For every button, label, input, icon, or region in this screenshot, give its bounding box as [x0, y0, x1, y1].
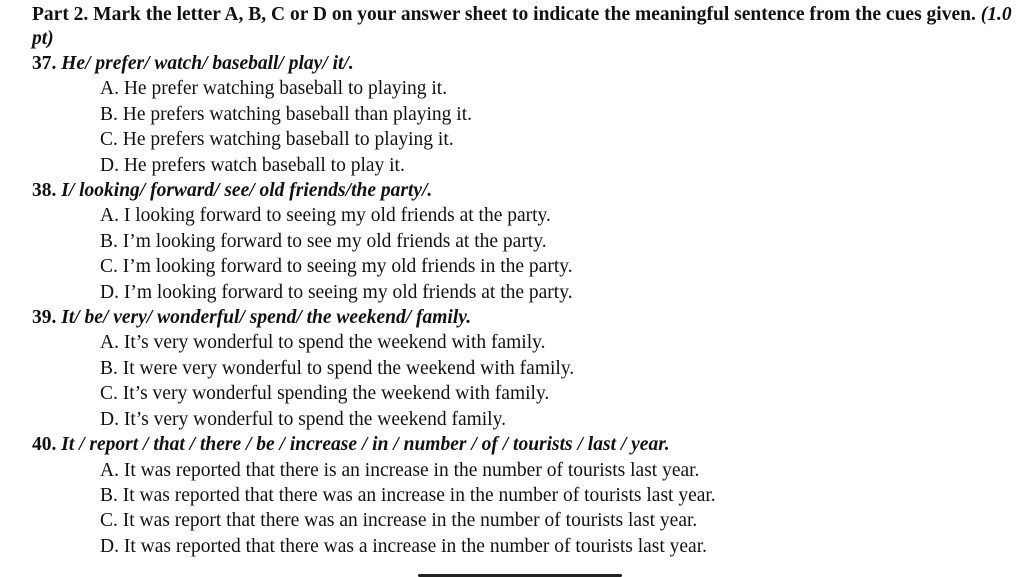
- worksheet-page: [32, 3, 1017, 559]
- option-b: B. It was reported that there was an increase in the number of tourists last year.: [100, 484, 716, 506]
- option-a: A. It was reported that there is an increase in the number of tourists last year.: [100, 459, 700, 481]
- question-39: [32, 305, 1017, 432]
- option-d: D. He prefers watch baseball to play it.: [100, 154, 405, 176]
- option-b: B. He prefers watching baseball than playing it.: [100, 103, 473, 125]
- question-number: 37.: [32, 53, 57, 74]
- question-cue: It/ be/ very/ wonderful/ spend/ the weekend/ family.: [61, 307, 472, 329]
- option-a: A. I looking forward to seeing my old friends at the party.: [100, 205, 551, 227]
- option-c: C. I’m looking forward to seeing my old friends in the party.: [100, 256, 573, 278]
- question-stem: [32, 51, 1017, 76]
- option-a: A. It’s very wonderful to spend the weekend with family.: [100, 332, 546, 354]
- question-stem: [32, 432, 1017, 457]
- option-d: D. I’m looking forward to seeing my old friends at the party.: [100, 281, 573, 303]
- option-c: C. It’s very wonderful spending the weekend with family.: [100, 383, 550, 405]
- question-cue: I/ looking/ forward/ see/ old friends/the party/.: [61, 180, 433, 202]
- question-37: [32, 51, 1017, 178]
- question-number: 40.: [32, 434, 57, 456]
- question-cue: He/ prefer/ watch/ baseball/ play/ it/.: [61, 53, 354, 74]
- question-38: [32, 178, 1017, 305]
- option-c: C. He prefers watching baseball to playing it.: [100, 129, 454, 151]
- option-b: B. It were very wonderful to spend the weekend with family.: [100, 357, 575, 379]
- question-number: 38.: [32, 180, 57, 202]
- option-a: A. He prefer watching baseball to playing it.: [100, 78, 448, 100]
- question-stem: [32, 305, 1017, 330]
- option-d: D. It’s very wonderful to spend the weekend family.: [100, 408, 506, 430]
- part-instruction: [32, 3, 1017, 51]
- option-c: C. It was report that there was an increase in the number of tourists last year.: [100, 510, 698, 532]
- question-stem: [32, 178, 1017, 203]
- question-number: 39.: [32, 307, 57, 329]
- option-b: B. I’m looking forward to see my old friends at the party.: [100, 230, 547, 252]
- question-40: [32, 432, 1017, 559]
- instruction-points: (1.0 pt): [32, 4, 1012, 49]
- question-cue: It / report / that / there / be / increase / in / number / of / tourists / last / year.: [61, 434, 670, 456]
- instruction-text: Part 2. Mark the letter A, B, C or D on your answer sheet to indicate the meaningful sentence from the cues given.: [32, 4, 981, 25]
- option-d: D. It was reported that there was a increase in the number of tourists last year.: [100, 535, 708, 557]
